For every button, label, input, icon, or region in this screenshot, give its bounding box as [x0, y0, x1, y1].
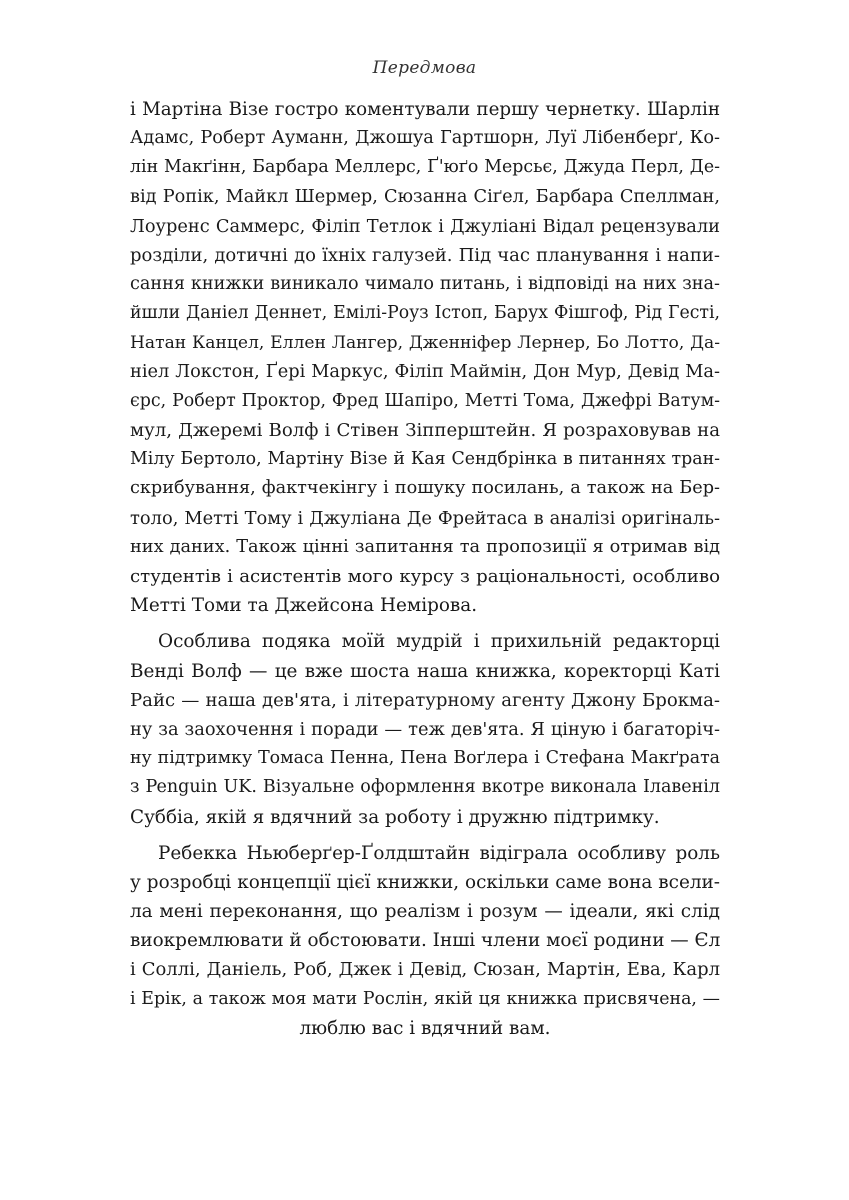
text-line: від Ропік, Майкл Шермер, Сюзанна Сіґел, Барбара Спеллман,: [130, 186, 720, 207]
text-line: них даних. Також цінні запитання та пропозиції я отримав від: [130, 536, 720, 557]
text-line: і Соллі, Даніель, Роб, Джек і Девід, Сюзан, Мартін, Ева, Карл: [130, 959, 720, 981]
text-line: люблю вас і вдячний вам.: [299, 1017, 551, 1039]
paragraph: [130, 839, 720, 1043]
text-line: Венді Волф — це вже шоста наша книжка, коректорці Каті: [130, 660, 720, 682]
text-line: ла мені переконання, що реалізм і розум — ідеали, які слід: [130, 901, 720, 923]
text-line: Суббіа, якій я вдячний за роботу і дружню підтримку.: [130, 806, 660, 828]
text-line: Ребекка Ньюберґер-Ґолдштайн відіграла особливу роль: [158, 842, 720, 864]
text-line: лін Макґінн, Барбара Меллерс, Ґ'юґо Мерсьє, Джуда Перл, Де-: [130, 157, 720, 178]
text-line: Особлива подяка моїй мудрій і прихильній редакторці: [158, 631, 720, 653]
text-line: ніел Локстон, Ґері Маркус, Філіп Маймін, Дон Мур, Девід Ма-: [130, 361, 720, 382]
text-line: ну за заохочення і поради — теж дев'ята. Я ціную і багаторіч-: [130, 718, 720, 740]
body-text: [130, 95, 720, 1043]
text-line: Мілу Бертоло, Мартіну Візе й Кая Сендбрінка в питаннях тран-: [130, 449, 720, 470]
text-line: єрс, Роберт Проктор, Фред Шапіро, Метті Тома, Джефрі Ватум-: [130, 390, 720, 411]
text-line: студентів і асистентів мого курсу з раціональності, особливо: [130, 566, 720, 587]
text-line: у розробці концепції цієї книжки, оскільки саме вона всели-: [130, 871, 720, 893]
text-line: розділи, дотичні до їхніх галузей. Під час планування і напи-: [130, 244, 720, 266]
text-line: Метті Томи та Джейсона Немірова.: [130, 595, 478, 617]
text-line: Лоуренс Саммерс, Філіп Тетлок і Джуліані Відал рецензували: [130, 215, 720, 237]
text-line: Райс — наша дев'ята, і літературному агенту Джону Брокма-: [130, 689, 720, 711]
text-line: йшли Даніел Деннет, Емілі-Роуз Істоп, Барух Фішгоф, Рід Гесті,: [130, 303, 720, 324]
paragraph: [130, 627, 720, 831]
text-line: і Ерік, а також моя мати Рослін, якій ця книжка присвячена, —: [130, 988, 720, 1009]
text-line: і Мартіна Візе гостро коментували першу чернетку. Шарлін: [130, 99, 720, 120]
text-line: виокремлювати й обстоювати. Інші члени моєї родини — Єл: [130, 930, 721, 952]
text-line: толо, Метті Тому і Джуліана Де Фрейтаса в аналізі оригіналь-: [130, 507, 720, 529]
text-line: Адамс, Роберт Ауманн, Джошуа Гартшорн, Луї Лібенберґ, Ко-: [130, 128, 720, 149]
paragraph: [130, 95, 720, 620]
text-line: сання книжки виникало чимало питань, і відповіді на них зна-: [130, 274, 720, 295]
text-line: ну підтримку Томаса Пенна, Пена Воґлера і Стефана Макґрата: [130, 748, 720, 769]
text-line: скрибування, фактчекінгу і пошуку посилань, а також на Бер-: [130, 478, 720, 499]
text-line: Натан Канцел, Еллен Лангер, Дженніфер Лернер, Бо Лотто, Да-: [130, 332, 720, 353]
text-line: мул, Джеремі Волф і Стівен Зіпперштейн. Я розраховував на: [130, 420, 720, 442]
running-header: Передмова: [372, 58, 477, 78]
text-line: з Penguin UK. Візуальне оформлення вкотре виконала Ілавеніл: [130, 777, 720, 798]
